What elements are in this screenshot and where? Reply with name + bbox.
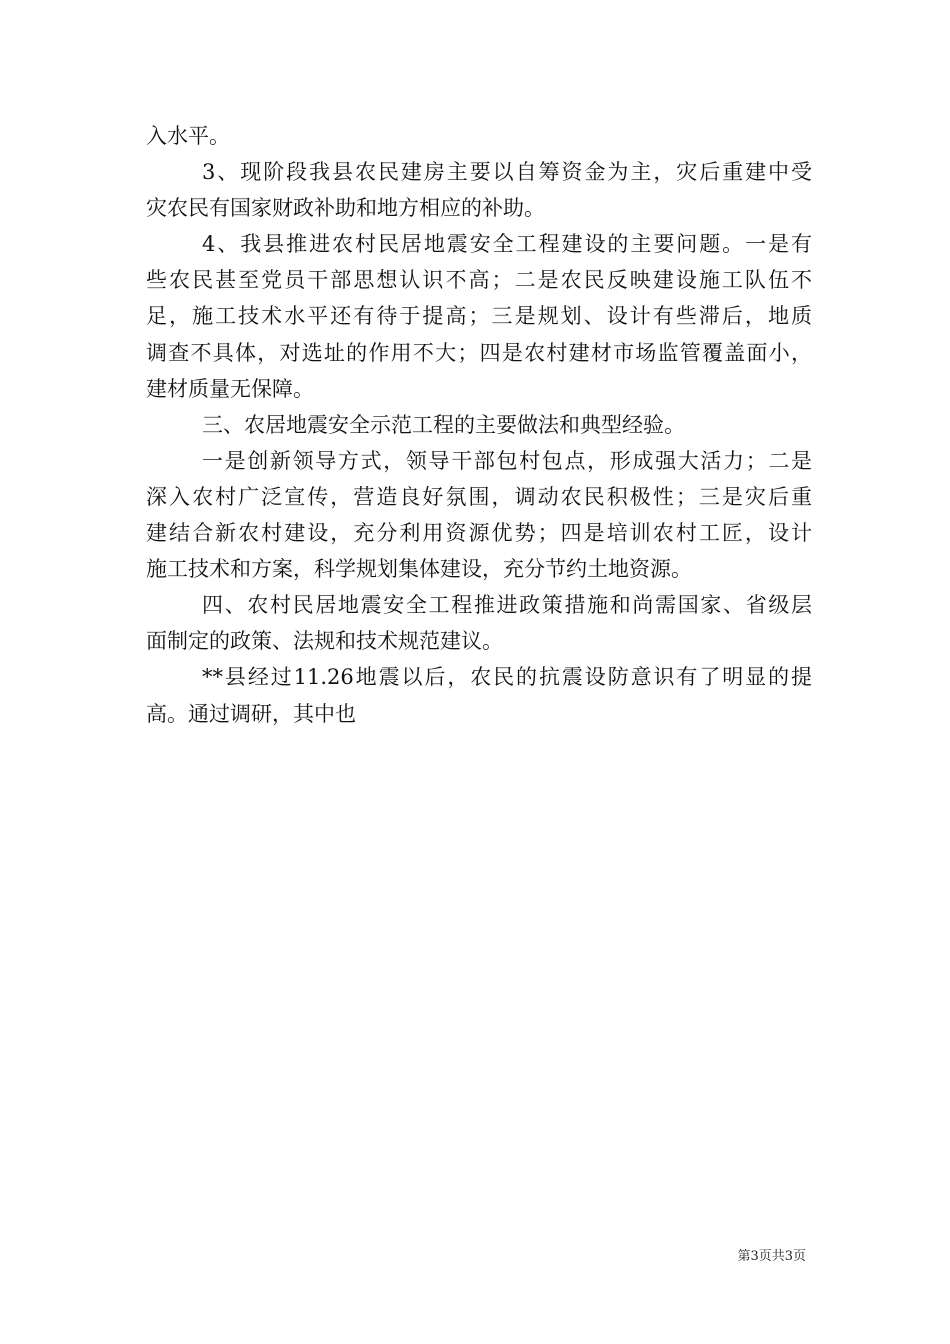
text-line: 足，施工技术水平还有待于提高；三是规划、设计有些滞后，地质 [146, 304, 812, 329]
text-line: 建材质量无保障。 [146, 376, 314, 401]
document-body [146, 118, 812, 732]
text-line: 深入农村广泛宣传，营造良好氛围，调动农民积极性；三是灾后重 [146, 484, 812, 509]
text-line: 些农民甚至党员干部思想认识不高；二是农民反映建设施工队伍不 [146, 268, 812, 293]
text-line: 建结合新农村建设，充分利用资源优势；四是培训农村工匠，设计 [146, 521, 812, 546]
text-line: 灾农民有国家财政补助和地方相应的补助。 [146, 196, 545, 221]
text-line: 4、我县推进农村民居地震安全工程建设的主要问题。一是有 [202, 232, 812, 257]
text-line: 面制定的政策、法规和技术规范建议。 [146, 629, 503, 654]
section-heading: 三、农居地震安全示范工程的主要做法和典型经验。 [202, 412, 685, 437]
text-line: 施工技术和方案，科学规划集体建设，充分节约土地资源。 [146, 557, 692, 582]
text-line: 3、现阶段我县农民建房主要以自筹资金为主，灾后重建中受 [202, 160, 812, 185]
page-number: 第3页共3页 [737, 1249, 806, 1264]
text-line: 调查不具体，对选址的作用不大；四是农村建材市场监管覆盖面小， [146, 340, 812, 365]
text-line: **县经过11.26地震以后，农民的抗震设防意识有了明显的提 [202, 665, 812, 690]
section-heading: 四、农村民居地震安全工程推进政策措施和尚需国家、省级层 [202, 593, 812, 618]
text-line: 入水平。 [146, 124, 230, 148]
text-line: 一是创新领导方式，领导干部包村包点，形成强大活力；二是 [202, 448, 812, 473]
text-line: 高。通过调研，其中也 [146, 701, 356, 726]
